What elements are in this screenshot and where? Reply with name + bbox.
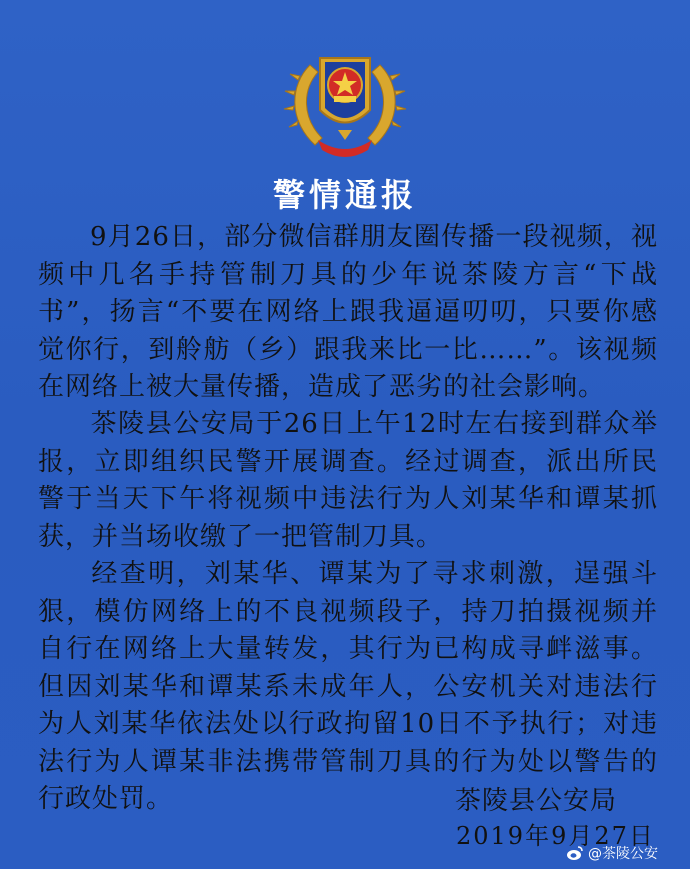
watermark-text: @茶陵公安 (588, 846, 658, 862)
paragraph-2-text: 茶陵县公安局于26日上午12时左右接到群众举报，立即组织民警开展调查。经过调查，派出所民警于当天下午将视频中违法行为人刘某华和谭某抓获，并当场收缴了一把管制刀具。 (38, 409, 658, 552)
signature-organization: 茶陵县公安局 (455, 786, 618, 816)
paragraph-1-text: 9月26日，部分微信群朋友圈传播一段视频，视频中几名手持管制刀具的少年说茶陵方言“下战书”，扬言“不要在网络上跟我逼逼叨叨，只要你感觉你行，到舲舫（乡）跟我来比一比……”。该视频在网络上被大量传播，造成了恶劣的社会影响。 (38, 222, 658, 402)
signature-date: 2019年9月27日 (456, 822, 655, 850)
weibo-icon (566, 844, 584, 862)
page-title: 警情通报 (272, 176, 417, 214)
paragraph-2 (38, 406, 658, 556)
police-emblem-icon (280, 40, 410, 165)
paragraph-1 (38, 219, 658, 407)
paragraph-3-text: 经查明，刘某华、谭某为了寻求刺激，逞强斗狠，模仿网络上的不良视频段子，持刀拍摄视频并自行在网络上大量转发，其行为已构成寻衅滋事。但因刘某华和谭某系未成年人，公安机关对违法行为人刘某华依法处以行政拘留10日不予执行；对违法行为人谭某非法携带管制刀具的行为处以警告的行政处罚。 (38, 559, 658, 814)
weibo-watermark (566, 843, 658, 863)
